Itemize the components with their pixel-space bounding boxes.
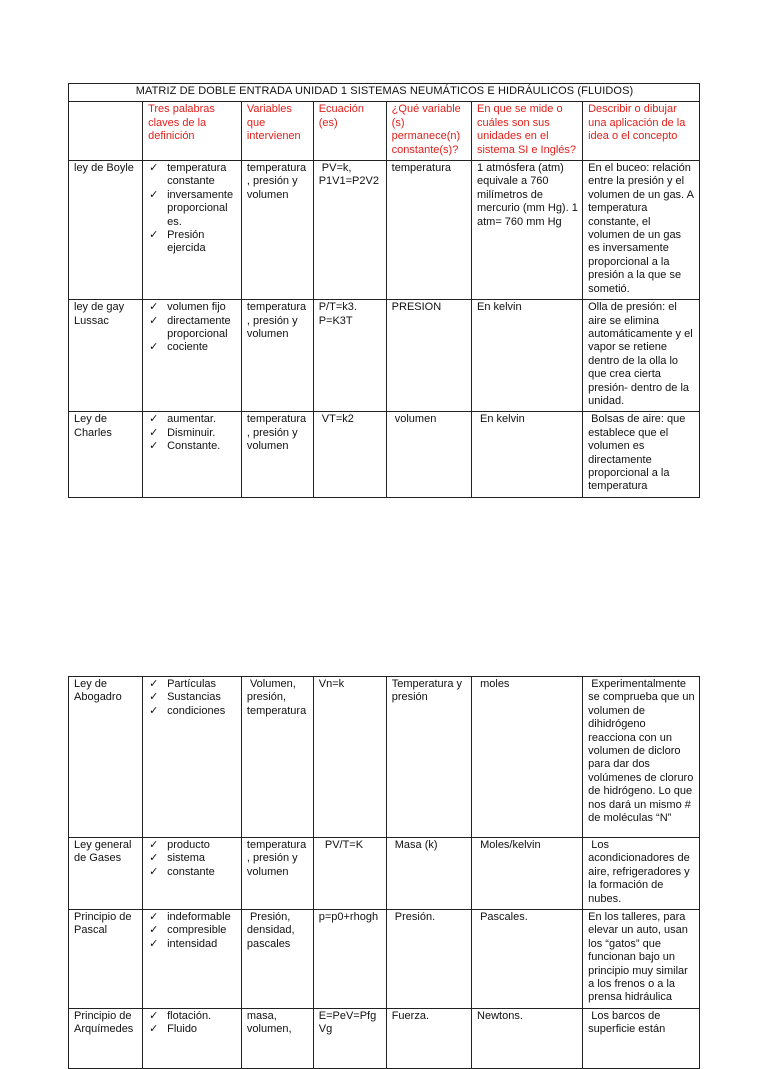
table-row (69, 1008, 700, 1068)
constant-cell: Presión. (386, 910, 471, 1009)
keywords-cell (143, 412, 242, 497)
keyword-item: ✓ temperatura constante (149, 162, 227, 188)
variables-cell: temperatura , presión y volumen (241, 838, 313, 910)
check-icon: ✓ (149, 911, 159, 924)
constant-cell: Temperatura y presión (386, 677, 471, 838)
keyword-item: ✓ Fluido (149, 1023, 198, 1036)
equation-cell: VT=k2 (313, 412, 386, 497)
application-cell: En los talleres, para elevar un auto, usan los “gatos” que funcionan bajo un principio muy similar a los frenos o a la prensa hidráulica (583, 910, 700, 1009)
constant-cell: Masa (k) (386, 838, 471, 910)
check-icon: ✓ (149, 1023, 159, 1036)
variables-cell: masa, volumen, (241, 1008, 313, 1068)
keyword-item: ✓ inversamente proporcional es. (149, 188, 234, 228)
row-name: Principio de Arquímedes (69, 1008, 143, 1068)
header-units: En que se mide o cuáles son sus unidades en el sistema SI e Inglés? (471, 102, 582, 161)
keyword-item: ✓ condiciones (149, 704, 226, 717)
application-cell: Bolsas de aire: que establece que el volumen es directamente proporcional a la temperatura (583, 412, 700, 497)
constant-cell: volumen (386, 412, 471, 497)
keyword-item: ✓ Partículas (149, 678, 217, 690)
check-icon: ✓ (149, 341, 159, 354)
check-icon: ✓ (149, 704, 159, 717)
units-cell: Moles/kelvin (472, 838, 583, 910)
keywords-cell (143, 677, 242, 838)
check-icon: ✓ (149, 839, 159, 851)
keyword-item: ✓ Constante. (149, 440, 221, 453)
header-equation: Ecuación (es) (313, 102, 386, 161)
keywords-cell (143, 838, 242, 910)
keyword-item: ✓ Presión ejercida (149, 229, 206, 255)
variables-cell: temperatura , presión y volumen (241, 161, 313, 300)
check-icon: ✓ (149, 440, 159, 453)
keywords-cell (143, 1008, 242, 1068)
matrix-table-unit-1 (68, 83, 700, 498)
matrix-title: MATRIZ DE DOBLE ENTRADA UNIDAD 1 SISTEMAS NEUMÁTICOS E HIDRÁULICOS (FLUIDOS) (69, 84, 700, 102)
application-cell: En el buceo: relación entre la presión y el volumen de un gas. A temperatura constante, el volumen de un gas es inversamente proporcional a la presión a la que se sometió. (583, 161, 700, 300)
keyword-item: ✓ sistema (149, 852, 205, 865)
constant-cell: Fuerza. (386, 1008, 471, 1068)
equation-cell: P/T=k3. P=K3T (313, 300, 386, 412)
application-cell: Experimentalmente se comprueba que un volumen de dihidrógeno reacciona con un volumen de dicloro para dar dos volúmenes de cloruro de hidrógeno. Lo que nos dará un mismo # de moléculas “N” (583, 677, 700, 838)
keywords-cell (143, 910, 242, 1009)
variables-cell: Volumen, presión, temperatura (241, 677, 313, 838)
header-keywords: Tres palabras claves de la definición (143, 102, 242, 161)
equation-cell: p=p0+rhogh (313, 910, 386, 1009)
keyword-item: ✓ constante (149, 865, 215, 878)
header-corner (69, 102, 143, 161)
equation-cell: E=PeV=Pfg Vg (313, 1008, 386, 1068)
keyword-item: ✓ flotación. (149, 1009, 212, 1022)
check-icon: ✓ (149, 229, 159, 242)
keyword-item: ✓ volumen fijo (149, 301, 226, 314)
constant-cell: PRESION (386, 300, 471, 412)
check-icon: ✓ (149, 1009, 159, 1022)
keyword-item: ✓ intensidad (149, 937, 218, 950)
keyword-item: ✓ compresible (149, 924, 227, 937)
variables-cell: temperatura , presión y volumen (241, 300, 313, 412)
header-row (69, 102, 700, 161)
units-cell: En kelvin (471, 412, 582, 497)
table-row (69, 412, 700, 497)
variables-cell: Presión, densidad, pascales (241, 910, 313, 1009)
row-name: Ley de Charles (69, 412, 143, 497)
keyword-item: ✓ Disminuir. (149, 426, 216, 439)
check-icon: ✓ (149, 162, 159, 175)
equation-cell: Vn=k (313, 677, 386, 838)
keywords-cell (143, 300, 242, 412)
constant-cell: temperatura (386, 161, 471, 300)
check-icon: ✓ (149, 301, 159, 314)
header-constant: ¿Qué variable (s) permanece(n) constante(s)? (386, 102, 471, 161)
equation-cell: PV/T=K (313, 838, 386, 910)
keyword-item: ✓ aumentar. (149, 413, 216, 426)
check-icon: ✓ (149, 937, 159, 950)
check-icon: ✓ (149, 314, 159, 327)
keyword-item: ✓ directamente proporcional (149, 314, 231, 340)
row-name: ley de gay Lussac (69, 300, 143, 412)
units-cell: 1 atmósfera (atm) equivale a 760 milímetros de mercurio (mm Hg). 1 atm= 760 mm Hg (471, 161, 582, 300)
units-cell: moles (472, 677, 583, 838)
table-row (69, 161, 700, 300)
keywords-cell (143, 161, 242, 300)
row-name: Ley de Abogadro (69, 677, 143, 838)
check-icon: ✓ (149, 865, 159, 878)
keyword-item: ✓ indeformable (149, 911, 231, 924)
title-row (69, 84, 700, 102)
keyword-item: ✓ producto (149, 839, 210, 851)
row-name: ley de Boyle (69, 161, 143, 300)
check-icon: ✓ (149, 413, 159, 426)
units-cell: Newtons. (472, 1008, 583, 1068)
keyword-item: ✓ Sustancias (149, 691, 221, 704)
variables-cell: temperatura , presión y volumen (241, 412, 313, 497)
application-cell: Olla de presión: el aire se elimina automáticamente y el vapor se retiene dentro de la olla lo que crea cierta presión- dentro de la unidad. (583, 300, 700, 412)
header-variables: Variables que intervienen (241, 102, 313, 161)
check-icon: ✓ (149, 188, 159, 201)
units-cell: En kelvin (471, 300, 582, 412)
table-row (69, 910, 700, 1009)
row-name: Principio de Pascal (69, 910, 143, 1009)
check-icon: ✓ (149, 924, 159, 937)
check-icon: ✓ (149, 426, 159, 439)
matrix-table-continued (68, 676, 700, 1069)
equation-cell: PV=k, P1V1=P2V2 (313, 161, 386, 300)
check-icon: ✓ (149, 678, 159, 690)
check-icon: ✓ (149, 691, 159, 704)
keyword-item: ✓ cociente (149, 341, 209, 354)
check-icon: ✓ (149, 852, 159, 865)
table-row (69, 300, 700, 412)
table-row (69, 677, 700, 838)
application-cell: Los acondicionadores de aire, refrigeradores y la formación de nubes. (583, 838, 700, 910)
units-cell: Pascales. (472, 910, 583, 1009)
header-application: Describir o dibujar una aplicación de la idea o el concepto (583, 102, 700, 161)
row-name: Ley general de Gases (69, 838, 143, 910)
table-row (69, 838, 700, 910)
application-cell: Los barcos de superficie están (583, 1008, 700, 1068)
